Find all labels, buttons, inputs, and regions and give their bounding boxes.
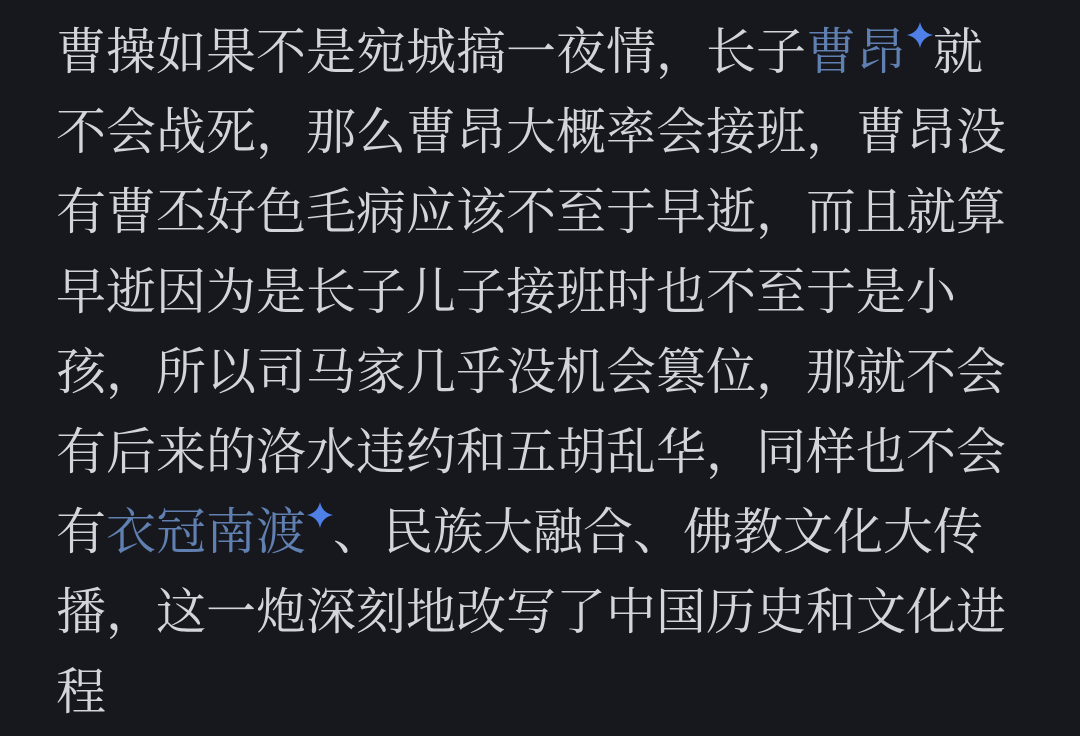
text-segment: 就不会战死，那么曹昂大概率会接班，曹昂没有曹丕好色毛病应该不至于早逝，而且就算早逝因为是长子儿子接班时也不至于是小孩，所以司马家几乎没机会篡位，那就不会有后来的洛水违约和五胡乱华，同样也不会有	[56, 24, 1006, 560]
answer-paragraph	[56, 12, 1018, 732]
entity-link-label: 曹昂	[806, 24, 906, 80]
text-segment: 曹操如果不是宛城搞一夜情，长子	[56, 24, 806, 80]
entity-link-cao-ang[interactable]	[806, 24, 933, 80]
sparkle-star-icon	[307, 502, 333, 528]
entity-link-yiguan-nandu[interactable]	[106, 504, 333, 560]
sparkle-star-icon	[907, 22, 933, 48]
entity-link-label: 衣冠南渡	[106, 504, 306, 560]
text-segment: 、民族大融合、佛教文化大传播，这一炮深刻地改写了中国历史和文化进程	[56, 504, 1006, 720]
